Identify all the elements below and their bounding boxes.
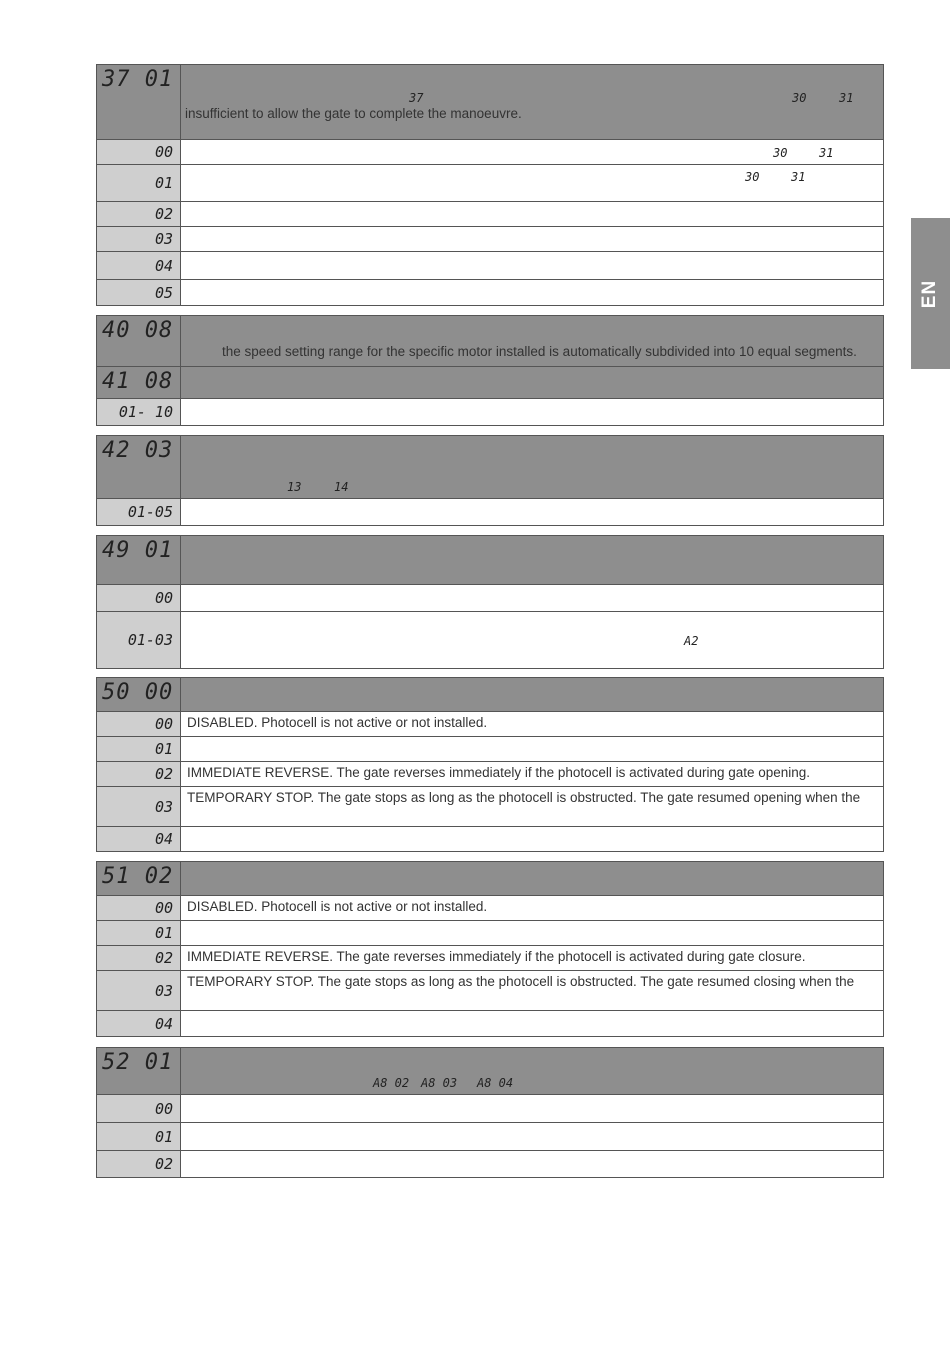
segment-code: 31 [819, 146, 834, 160]
parameter-description [181, 367, 883, 398]
parameter-table-40 [96, 315, 884, 426]
option-description: DISABLED. Photocell is not active or not installed. [187, 715, 488, 730]
table-row [97, 920, 883, 945]
option-code: 00 [97, 896, 181, 920]
table-row [97, 826, 883, 851]
segment-code: 30 [773, 146, 788, 160]
parameter-table-51 [96, 861, 884, 1037]
option-code: 01-05 [97, 499, 181, 525]
table-header-row [97, 316, 883, 366]
table-row [97, 498, 883, 525]
segment-code: 31 [839, 91, 854, 105]
parameter-table-52 [96, 1047, 884, 1178]
parameter-code: 49 01 [97, 536, 181, 584]
parameter-description [181, 678, 883, 711]
table-header-row [97, 1048, 883, 1094]
table-row [97, 1094, 883, 1122]
table-row [97, 761, 883, 786]
table-row [97, 226, 883, 251]
parameter-code: 52 01 [97, 1048, 181, 1094]
option-code: 04 [97, 252, 181, 279]
table-row [97, 611, 883, 668]
option-description [181, 252, 883, 279]
table-row [97, 1150, 883, 1177]
parameter-code: 50 00 [97, 678, 181, 711]
parameter-code: 42 03 [97, 436, 181, 498]
option-code: 00 [97, 140, 181, 164]
option-code: 01 [97, 737, 181, 761]
option-code: 04 [97, 827, 181, 851]
table-header-row [97, 366, 883, 398]
option-description [181, 280, 883, 305]
table-row [97, 584, 883, 611]
segment-code: 30 [745, 170, 760, 184]
table-row [97, 398, 883, 425]
table-header-row [97, 436, 883, 498]
option-code: 00 [97, 585, 181, 611]
option-code: 02 [97, 762, 181, 786]
table-header-row [97, 678, 883, 711]
table-row [97, 945, 883, 970]
option-description [181, 1011, 883, 1036]
language-tab[interactable] [911, 218, 950, 369]
option-description: IMMEDIATE REVERSE. The gate reverses immediately if the photocell is activated during gate opening. [187, 765, 811, 780]
description-text: insufficient to allow the gate to complete the manoeuvre. [185, 106, 522, 121]
option-description [181, 921, 883, 945]
table-header-row [97, 862, 883, 895]
segment-code: 13 [287, 480, 302, 494]
option-description [181, 165, 883, 201]
table-row [97, 1010, 883, 1036]
option-code: 02 [97, 202, 181, 226]
table-row [97, 164, 883, 201]
table-header-row [97, 65, 883, 139]
option-description: TEMPORARY STOP. The gate stops as long as the photocell is obstructed. The gate resumed opening when the [187, 790, 861, 805]
parameter-description [181, 436, 883, 498]
option-description [181, 737, 883, 761]
option-description [181, 1151, 883, 1177]
option-code: 05 [97, 280, 181, 305]
option-description [181, 399, 883, 425]
segment-code: 30 [792, 91, 807, 105]
parameter-description [181, 1048, 883, 1094]
parameter-description [181, 316, 883, 366]
option-code: 01 [97, 1123, 181, 1150]
option-description [181, 140, 883, 164]
option-code: 02 [97, 1151, 181, 1177]
option-description [181, 585, 883, 611]
table-row [97, 201, 883, 226]
parameter-code: 51 02 [97, 862, 181, 895]
option-description [181, 1095, 883, 1122]
parameter-description [181, 862, 883, 895]
parameter-code: 40 08 [97, 316, 181, 366]
segment-code: A8 03 [421, 1076, 458, 1090]
segment-code: A8 04 [477, 1076, 514, 1090]
parameter-table-50 [96, 677, 884, 852]
option-code: 04 [97, 1011, 181, 1036]
option-code: 03 [97, 787, 181, 826]
table-row [97, 895, 883, 920]
option-code: 01 [97, 165, 181, 201]
parameter-table-37 [96, 64, 884, 306]
option-code: 03 [97, 971, 181, 1010]
option-code: 01- 10 [97, 399, 181, 425]
description-text: the speed setting range for the specific motor installed is automatically subdivided into 10 equal segments. [222, 344, 857, 359]
segment-code: 37 [409, 91, 424, 105]
option-description [181, 827, 883, 851]
option-description [181, 612, 883, 668]
segment-code: A2 [684, 634, 699, 648]
table-row [97, 279, 883, 305]
table-row [97, 139, 883, 164]
parameter-table-42 [96, 435, 884, 526]
parameter-code: 41 08 [97, 367, 181, 398]
option-description: TEMPORARY STOP. The gate stops as long as the photocell is obstructed. The gate resumed closing when the [187, 974, 855, 989]
table-row [97, 786, 883, 826]
segment-code: A8 02 [373, 1076, 410, 1090]
option-code: 00 [97, 712, 181, 736]
option-code: 01-03 [97, 612, 181, 668]
table-row [97, 736, 883, 761]
table-row [97, 970, 883, 1010]
option-description: IMMEDIATE REVERSE. The gate reverses immediately if the photocell is activated during gate closure. [187, 949, 806, 964]
parameter-description [181, 65, 883, 139]
table-row [97, 1122, 883, 1150]
option-code: 00 [97, 1095, 181, 1122]
language-tab-label: EN [919, 279, 941, 308]
segment-code: 31 [791, 170, 806, 184]
option-description [181, 1123, 883, 1150]
option-code: 02 [97, 946, 181, 970]
option-code: 01 [97, 921, 181, 945]
option-description [181, 202, 883, 226]
option-description: DISABLED. Photocell is not active or not installed. [187, 899, 488, 914]
option-description [181, 227, 883, 251]
table-row [97, 711, 883, 736]
parameter-description [181, 536, 883, 584]
parameter-code: 37 01 [97, 65, 181, 139]
segment-code: 14 [334, 480, 349, 494]
option-code: 03 [97, 227, 181, 251]
parameter-table-49 [96, 535, 884, 669]
table-header-row [97, 536, 883, 584]
option-description [181, 499, 883, 525]
table-row [97, 251, 883, 279]
